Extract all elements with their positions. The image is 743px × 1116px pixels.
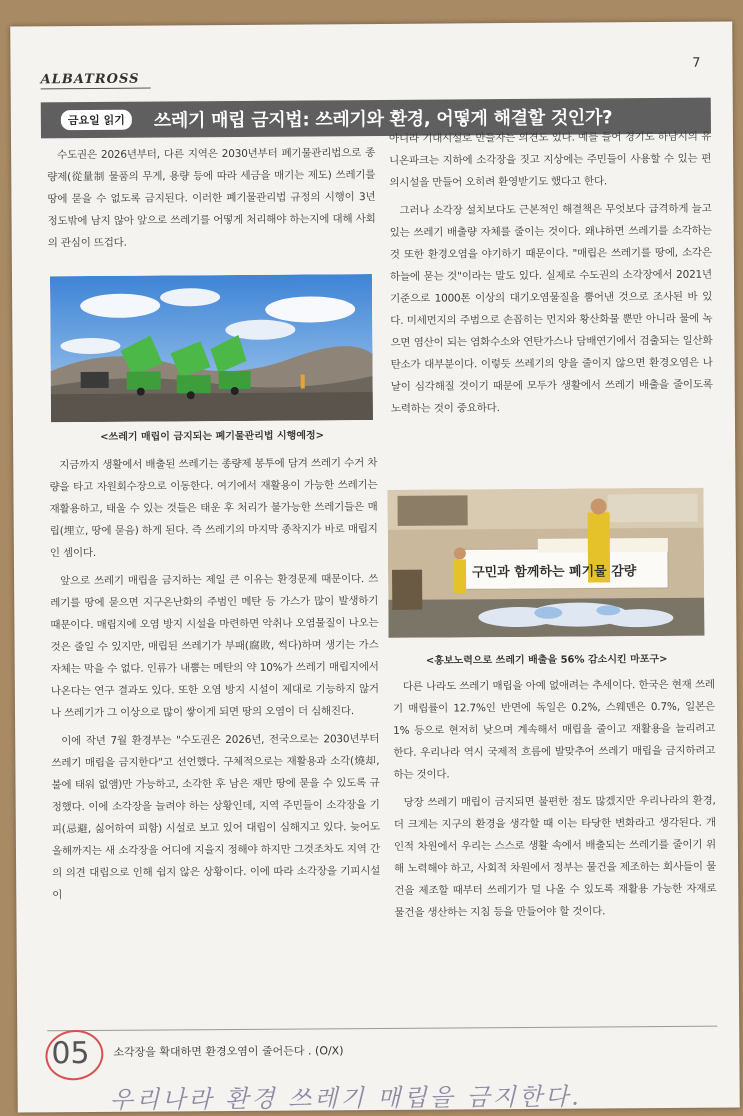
quiz-divider [47, 1026, 717, 1032]
left-column-top [47, 142, 376, 260]
left-column-bottom [49, 452, 380, 912]
right-column-top [389, 126, 713, 426]
right-paragraph-1: 아니라 기대시설로 만들자는 의견도 있다. 예를 들어 경기도 하남시의 유니온파크는 지하에 소각장을 짓고 지상에는 주민들이 사용할 수 있는 편의시설을 만들어 오히려 환영받기도 했다고 한다. [388, 130, 712, 189]
article-title: 쓰레기 매립 금지법: 쓰레기와 환경, 어떻게 해결할 것인가? [153, 107, 613, 132]
brand-logo: ALBATROSS [40, 71, 140, 88]
page-sheet [10, 21, 740, 1112]
right-paragraph-4: 당장 쓰레기 매립이 금지되면 불편한 점도 많겠지만 우리나라의 환경, 더 크게는 지구의 환경을 생각할 때 이는 타당한 변화라고 생각된다. 개인적 차원에서 우리는 스스로 생활 속에서 배출되는 쓰레기를 줄이기 위해 노력해야 하고, 사회적 차원에서 정부는 물건을 제조하는 회사들이 물건을 제조할 때부터 쓰레기가 덜 나올 수 있도록 재활용 가능한 자재로 물건을 생산하는 지침 등을 만들어야 할 것이다. [393, 794, 717, 919]
handwritten-answer: 우리나라 환경 쓰레기 매립을 금지한다. [109, 1082, 582, 1114]
figure2-caption: <홍보노력으로 쓰레기 배출을 56% 감소시킨 마포구> [425, 653, 668, 667]
brand-underline [41, 88, 151, 90]
left-paragraph-3: 앞으로 쓰레기 매립을 금지하는 제일 큰 이유는 환경문제 때문이다. 쓰레기를 땅에 묻으면 지구온난화의 주범인 메탄 등 가스가 많이 발생하기 때문이다. 매립지에 오염 방지 시설을 마련하면 악취나 오염물질이 나오는 것은 줄일 수 있지만, 매립된 쓰레기가 부패(腐敗, 썩다)하며 생기는 가스 자체는 막을 수 없다. 인류가 내뿜는 메탄의 약 10%가 쓰레기 매립지에서 나온다는 연구 결과도 있다. 또한 오염 방지 시설이 제대로 기능하지 않거나 쓰레기가 그 이상으로 많이 쌓이게 되면 땅의 오염이 더 심해진다. [50, 572, 379, 720]
banner-text: 구민과 함께하는 폐기물 감량 [471, 564, 637, 581]
figure1-caption: <쓰레기 매립이 금지되는 폐기물관리법 시행예정> [100, 430, 325, 443]
quiz-question: 소각장을 확대하면 환경오염이 줄어든다 . (O/X) [113, 1044, 344, 1059]
left-paragraph-2: 지금까지 생활에서 배출된 쓰레기는 종량제 봉투에 담겨 쓰레기 수거 차량을 타고 자원회수장으로 이동한다. 여기에서 재활용이 가능한 쓰레기는 재활용하고, 태울 수 있는 것들은 태운 후 처리가 불가능한 쓰레기들은 매립(埋立, 땅에 묻음) 하게 된다. 즉 쓰레기의 마지막 종착지가 바로 매립지인 셈이다. [49, 456, 378, 560]
right-column-bottom [393, 674, 717, 930]
right-paragraph-2: 그러나 소각장 설치보다도 근본적인 해결책은 무엇보다 급격하게 늘고 있는 쓰레기 배출량 자체를 줄이는 것이다. 왜냐하면 쓰레기를 소각하는 것 또한 환경오염을 야기하기 때문이다. "매립은 쓰레기를 땅에, 소각은 하늘에 묻는 것"이라는 말도 있다. 실제로 수도권의 소각장에서 2021년 기준으로 1000톤 이상의 대기오염물질을 뿜어낸 것으로 조사된 바 있다. 미세먼지의 주범으로 손꼽히는 먼지와 황산화물 뿐만 아니라 물에 녹으면 염산이 되는 염화수소와 연탄가스나 담배연기에서 검출되는 일산화탄소가 대부분이다. 이렇듯 쓰레기의 양을 줄이지 않으면 환경오염은 나날이 심각해질 것이기 때문에 모두가 생활에서 쓰레기 배출을 줄이도록 노력하는 것이 중요하다. [389, 202, 713, 415]
left-paragraph-1: 수도권은 2026년부터, 다른 지역은 2030년부터 폐기물관리법으로 종량제(從量制 물품의 무게, 용량 등에 따라 세금을 매기는 제도) 쓰레기를 땅에 묻을 수 없도록 금지된다. 이러한 폐기물관리법 규정의 시행이 3년 정도밖에 남지 않아 앞으로 쓰레기를 어떻게 처리해야 하는지에 대해 사회의 관심이 뜨겁다. [47, 146, 376, 250]
quiz-number: 05 [51, 1036, 90, 1072]
section-tag: 금요일 읽기 [61, 110, 132, 130]
mapo-photo [387, 488, 704, 638]
page-number: 7 [692, 55, 701, 71]
right-paragraph-3: 다른 나라도 쓰레기 매립을 아예 없애려는 추세이다. 한국은 현재 쓰레기 매립률이 12.7%인 반면에 독일은 0.2%, 스웨덴은 0.7%, 일본은 1% 등으로 현저히 낮으며 계속해서 매립을 줄이고 재활용을 늘리려고 한다. 우리나라 역시 국제적 흐름에 발맞추어 쓰레기 매립을 금지하려고 하는 것이다. [392, 678, 716, 781]
left-paragraph-4: 이에 작년 7월 환경부는 "수도권은 2026년, 전국으로는 2030년부터 쓰레기 매립을 금지한다"고 선언했다. 구체적으로는 재활용과 소각(燒却, 불에 태워 없앰)만 가능하고, 소각한 후 남은 재만 땅에 묻을 수 있도록 규정했다. 이에 소각장을 늘려야 하는 상황인데, 지역 주민들이 소각장을 기피(忌避, 싫어하여 피함) 시설로 보고 있어 대립이 심해지고 있다. 늦어도 올해까지는 새 소각장을 어디에 지을지 정해야 하지만 그것조차도 지역 간의 의견 대립으로 인해 쉽지 않은 상황이다. 이에 따라 소각장을 기피시설이 [51, 732, 381, 902]
landfill-photo [50, 274, 373, 422]
